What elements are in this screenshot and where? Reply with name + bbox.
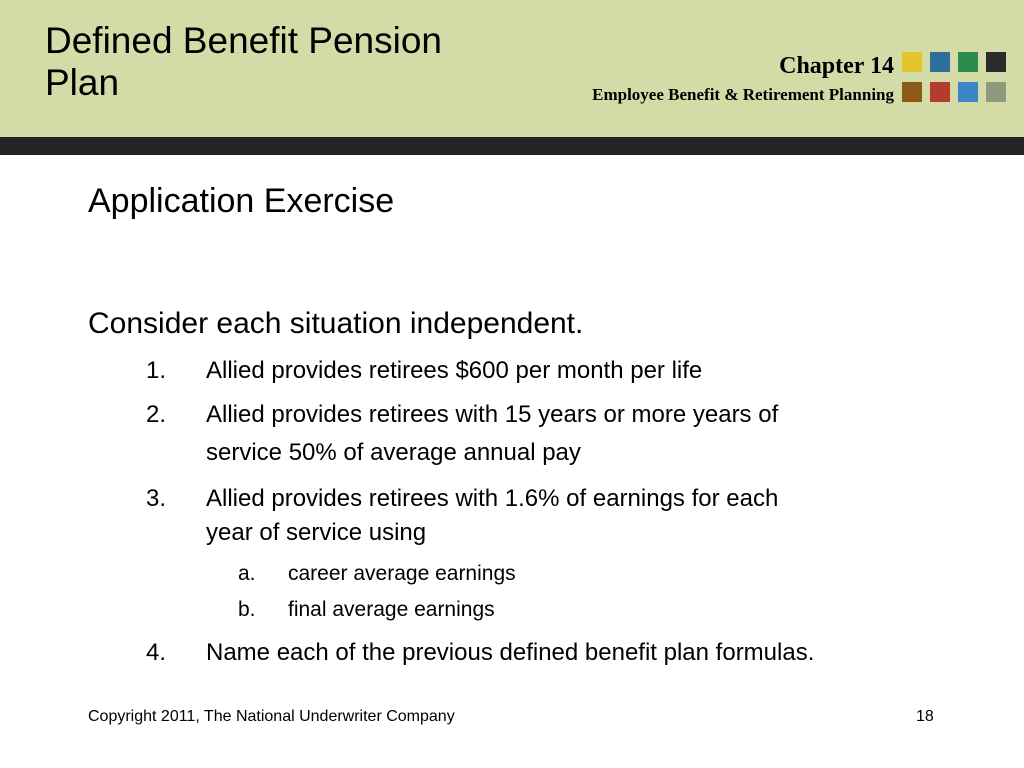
list-item-line-1: Allied provides retirees with 15 years or more years of [206,401,779,428]
list-item-line-2: year of service using [206,519,427,546]
square-blue [930,52,950,72]
sub-list-item-text: final average earnings [288,598,495,621]
list-item-number: 1. [146,357,167,384]
sub-list-item-letter: b. [238,598,256,621]
square-brown [902,82,922,102]
square-light-blue [958,82,978,102]
list-item-text: Allied provides retirees $600 per month per life [206,357,703,384]
square-green [958,52,978,72]
header-divider-bar [0,137,1024,155]
intro-text: Consider each situation independent. [88,307,584,340]
slide-title-line-2: Plan [45,62,120,103]
slide-title-line-1: Defined Benefit Pension [45,20,442,61]
list-item-number: 4. [146,639,167,666]
footer-copyright: Copyright 2011, The National Underwriter Company [88,708,455,725]
chapter-subtitle: Employee Benefit & Retirement Planning [592,85,894,104]
list-item-text: Name each of the previous defined benefit plan formulas. [206,639,815,666]
decorative-squares [902,52,1006,104]
list-item-text [206,482,906,550]
chapter-label: Chapter 14 [779,53,894,79]
page-number: 18 [916,708,934,725]
list-item-text [206,396,906,472]
square-gray-green [986,82,1006,102]
section-heading: Application Exercise [88,182,395,220]
square-black [986,52,1006,72]
slide-title [45,20,495,104]
list-item-number: 2. [146,401,167,428]
list-item-line-2: service 50% of average annual pay [206,439,581,466]
sub-list-item-text: career average earnings [288,562,516,585]
square-yellow [902,52,922,72]
list-item-number: 3. [146,485,167,512]
chapter-block [592,52,894,106]
square-red [930,82,950,102]
list-item-line-1: Allied provides retirees with 1.6% of earnings for each [206,485,779,512]
sub-list-item-letter: a. [238,562,256,585]
